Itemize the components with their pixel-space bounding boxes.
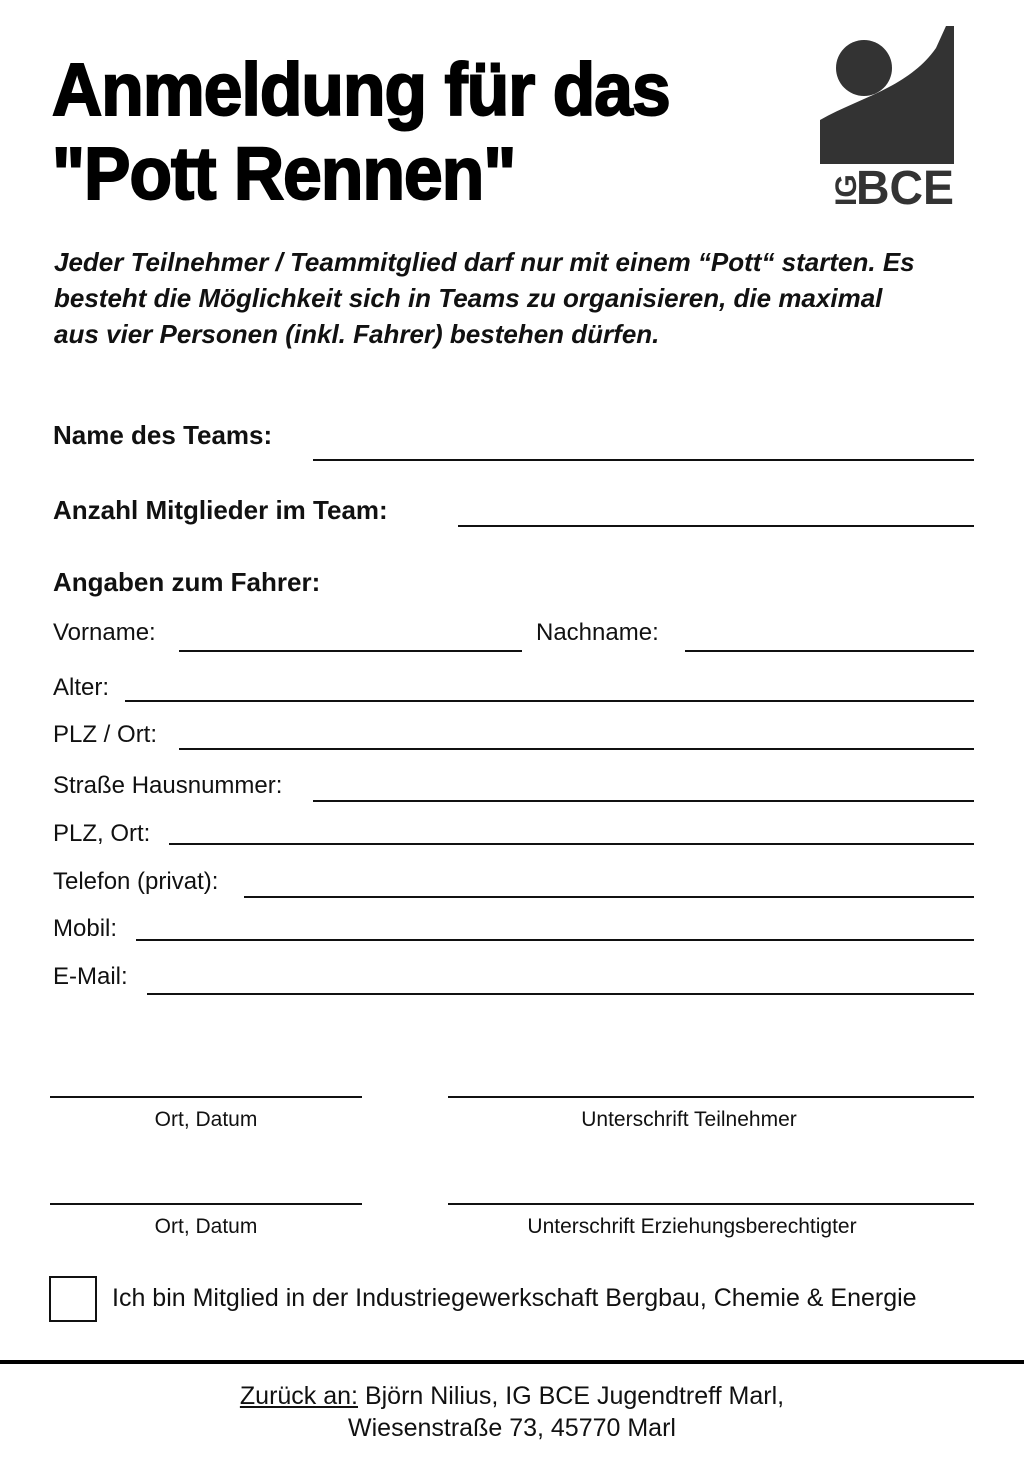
vorname-label: Vorname: <box>53 619 156 646</box>
team-name-label: Name des Teams: <box>53 420 273 450</box>
plz-ort-2-field[interactable] <box>169 843 974 845</box>
signature-participant-caption: Unterschrift Teilnehmer <box>581 1108 797 1131</box>
mobil-label: Mobil: <box>53 915 118 942</box>
page-title <box>52 48 670 216</box>
return-line-2: Wiesenstraße 73, 45770 Marl <box>348 1414 676 1442</box>
title-line-1: Anmeldung für das <box>52 48 670 131</box>
driver-heading: Angaben zum Fahrer: <box>53 567 321 597</box>
nachname-label: Nachname: <box>536 619 659 646</box>
team-count-label: Anzahl Mitglieder im Team: <box>53 495 388 525</box>
ort-datum-line-1[interactable] <box>50 1096 362 1098</box>
plz-ort-2-label: PLZ, Ort: <box>53 820 151 847</box>
nachname-field[interactable] <box>685 650 974 652</box>
return-address <box>0 1380 1024 1444</box>
svg-text:BCE: BCE <box>856 162 954 208</box>
membership-checkbox[interactable] <box>49 1276 97 1322</box>
plz-ort-label: PLZ / Ort: <box>53 721 158 748</box>
team-name-field[interactable] <box>313 459 974 461</box>
signature-guardian-line[interactable] <box>448 1203 974 1205</box>
intro-text: Jeder Teilnehmer / Teammitglied darf nur mit einem “Pott“ starten. Es besteht die Möglichkeit sich in Teams zu organisieren, die maximal aus vier Personen (inkl. Fahrer) bestehen dürfen. <box>54 247 915 349</box>
alter-label: Alter: <box>53 674 110 701</box>
email-label: E-Mail: <box>53 963 128 990</box>
title-line-2: "Pott Rennen" <box>52 132 516 215</box>
return-prefix: Zurück an: <box>239 1382 358 1410</box>
plz-ort-field[interactable] <box>179 748 974 750</box>
mobil-field[interactable] <box>136 939 974 941</box>
telefon-label: Telefon (privat): <box>53 868 219 895</box>
ig-bce-logo-icon <box>818 24 958 208</box>
membership-label: Ich bin Mitglied in der Industriegewerkschaft Bergbau, Chemie & Energie <box>112 1284 917 1312</box>
telefon-field[interactable] <box>244 896 974 898</box>
strasse-label: Straße Hausnummer: <box>53 772 283 799</box>
team-count-field[interactable] <box>458 525 974 527</box>
footer-divider <box>0 1360 1024 1364</box>
signature-participant-line[interactable] <box>448 1096 974 1098</box>
alter-field[interactable] <box>125 700 974 702</box>
return-line-1: Björn Nilius, IG BCE Jugendtreff Marl, <box>358 1382 785 1410</box>
ort-datum-caption-1: Ort, Datum <box>154 1108 258 1131</box>
ort-datum-line-2[interactable] <box>50 1203 362 1205</box>
email-field[interactable] <box>147 993 974 995</box>
strasse-field[interactable] <box>313 800 974 802</box>
signature-guardian-caption: Unterschrift Erziehungsberechtigter <box>527 1215 857 1238</box>
ort-datum-caption-2: Ort, Datum <box>154 1215 258 1238</box>
svg-text:IG: IG <box>830 174 863 206</box>
vorname-field[interactable] <box>179 650 522 652</box>
